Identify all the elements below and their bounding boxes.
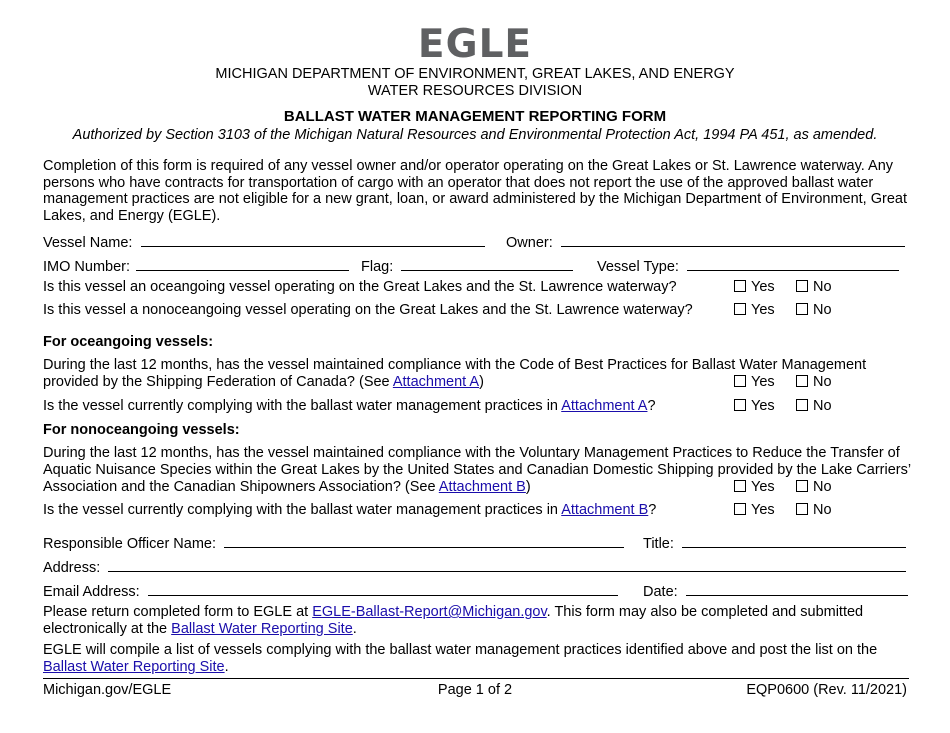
return-note-line2: electronically at the Ballast Water Reporting Site. <box>43 621 357 637</box>
no-option[interactable]: No <box>796 374 832 390</box>
vessel-name-label: Vessel Name: <box>43 235 133 251</box>
nonocean-q2: Is the vessel currently complying with the ballast water management practices in Attachment B? <box>43 502 657 518</box>
checkbox-icon[interactable] <box>796 480 808 492</box>
email-label: Email Address: <box>43 584 140 600</box>
reporting-site-link[interactable]: Ballast Water Reporting Site <box>171 621 353 637</box>
question-nonoceangoing: Is this vessel a nonoceangoing vessel operating on the Great Lakes and the St. Lawrence waterway? <box>43 302 693 318</box>
question-oceangoing: Is this vessel an oceangoing vessel operating on the Great Lakes and the St. Lawrence waterway? <box>43 279 677 295</box>
checkbox-icon[interactable] <box>734 480 746 492</box>
nonocean-q1-line1: During the last 12 months, has the vessel maintained compliance with the Voluntary Management Practices to Reduce the Transfer of <box>43 445 900 461</box>
officer-label: Responsible Officer Name: <box>43 536 217 552</box>
vessel-name-field[interactable] <box>141 232 485 247</box>
footer-form-id: EQP0600 (Rev. 11/2021) <box>746 682 907 698</box>
ocean-q1-line1: During the last 12 months, has the vessel maintained compliance with the Code of Best Practices for Ballast Water Management <box>43 357 867 373</box>
yes-option[interactable]: Yes <box>734 398 775 414</box>
attachment-a-link[interactable]: Attachment A <box>561 398 648 414</box>
yes-option[interactable]: Yes <box>734 479 775 495</box>
oceangoing-heading: For oceangoing vessels: <box>43 334 214 350</box>
yes-option[interactable]: Yes <box>734 279 775 295</box>
email-field[interactable] <box>148 581 618 596</box>
no-option[interactable]: No <box>796 279 832 295</box>
owner-field[interactable] <box>561 232 905 247</box>
address-field[interactable] <box>108 557 906 572</box>
checkbox-icon[interactable] <box>796 280 808 292</box>
date-row <box>643 581 908 600</box>
email-row <box>43 581 618 600</box>
ocean-q1-line2: provided by the Shipping Federation of Canada? (See Attachment A) <box>43 374 484 390</box>
officer-field[interactable] <box>224 533 624 548</box>
imo-field[interactable] <box>136 256 349 271</box>
date-field[interactable] <box>686 581 908 596</box>
title-label: Title: <box>643 536 674 552</box>
nonocean-q1-line3: Association and the Canadian Shipowners Association? (See Attachment B) <box>43 479 531 495</box>
attachment-b-link[interactable]: Attachment B <box>561 502 649 518</box>
reporting-site-link[interactable]: Ballast Water Reporting Site <box>43 659 225 675</box>
checkbox-icon[interactable] <box>796 375 808 387</box>
yes-option[interactable]: Yes <box>734 502 775 518</box>
imo-row <box>43 256 349 275</box>
checkbox-icon[interactable] <box>734 399 746 411</box>
footer-divider <box>43 678 909 679</box>
division-name: WATER RESOURCES DIVISION <box>367 83 583 99</box>
vessel-type-label: Vessel Type: <box>597 259 679 275</box>
checkbox-icon[interactable] <box>796 303 808 315</box>
date-label: Date: <box>643 584 678 600</box>
attachment-a-link[interactable]: Attachment A <box>392 374 480 390</box>
logo-text: EGLE <box>418 22 532 60</box>
nonocean-q1-line2: Aquatic Nuisance Species within the Great Lakes by the United States and Canadian Domestic Shipping provided by the Lake Carriers’ <box>43 462 912 478</box>
imo-label: IMO Number: <box>43 259 131 275</box>
compile-note-line2: Ballast Water Reporting Site. <box>43 659 229 675</box>
checkbox-icon[interactable] <box>734 303 746 315</box>
address-row <box>43 557 906 576</box>
officer-row <box>43 533 624 552</box>
flag-label: Flag: <box>361 259 394 275</box>
form-title: BALLAST WATER MANAGEMENT REPORTING FORM <box>283 108 667 125</box>
yes-option[interactable]: Yes <box>734 374 775 390</box>
ocean-q2: Is the vessel currently complying with the ballast water management practices in Attachment A? <box>43 398 656 414</box>
compile-note-line1: EGLE will compile a list of vessels complying with the ballast water management practices identified above and post the list on the <box>43 642 878 658</box>
egle-logo <box>418 22 532 60</box>
intro-paragraph: Completion of this form is required of any vessel owner and/or operator operating on the Great Lakes or St. Lawrence waterway. Any persons who have contracts for transportation of cargo with an operator that does not report the use of the approved ballast water management practices are not eligible for a new grant, loan, or award administered by the Michigan Department of Environment, Great Lakes, and Energy (EGLE). <box>43 158 908 224</box>
title-field[interactable] <box>682 533 906 548</box>
return-note-line1: Please return completed form to EGLE at EGLE-Ballast-Report@Michigan.gov. This form may also be completed and submitted <box>43 604 864 620</box>
department-name: MICHIGAN DEPARTMENT OF ENVIRONMENT, GREAT LAKES, AND ENERGY <box>215 66 735 82</box>
checkbox-icon[interactable] <box>734 280 746 292</box>
address-label: Address: <box>43 560 101 576</box>
vessel-type-field[interactable] <box>687 256 899 271</box>
vessel-type-row <box>597 256 899 275</box>
flag-field[interactable] <box>401 256 573 271</box>
footer-page: Page 1 of 2 <box>437 682 513 698</box>
no-option[interactable]: No <box>796 398 832 414</box>
nonoceangoing-heading: For nonoceangoing vessels: <box>43 422 240 438</box>
attachment-b-link[interactable]: Attachment B <box>438 479 526 495</box>
checkbox-icon[interactable] <box>734 503 746 515</box>
title-row <box>643 533 906 552</box>
egle-email-link[interactable]: EGLE-Ballast-Report@Michigan.gov <box>312 604 547 620</box>
no-option[interactable]: No <box>796 502 832 518</box>
egle-logo-graphic <box>418 22 532 60</box>
no-option[interactable]: No <box>796 302 832 318</box>
footer-left: Michigan.gov/EGLE <box>43 682 172 698</box>
authority-note: Authorized by Section 3103 of the Michigan Natural Resources and Environmental Protection Act, 1994 PA 451, as amended. <box>72 127 878 143</box>
checkbox-icon[interactable] <box>796 399 808 411</box>
checkbox-icon[interactable] <box>734 375 746 387</box>
vessel-name-row <box>43 232 485 251</box>
yes-option[interactable]: Yes <box>734 302 775 318</box>
owner-label: Owner: <box>506 235 553 251</box>
checkbox-icon[interactable] <box>796 503 808 515</box>
no-option[interactable]: No <box>796 479 832 495</box>
owner-row <box>506 232 905 251</box>
flag-row <box>361 256 573 275</box>
